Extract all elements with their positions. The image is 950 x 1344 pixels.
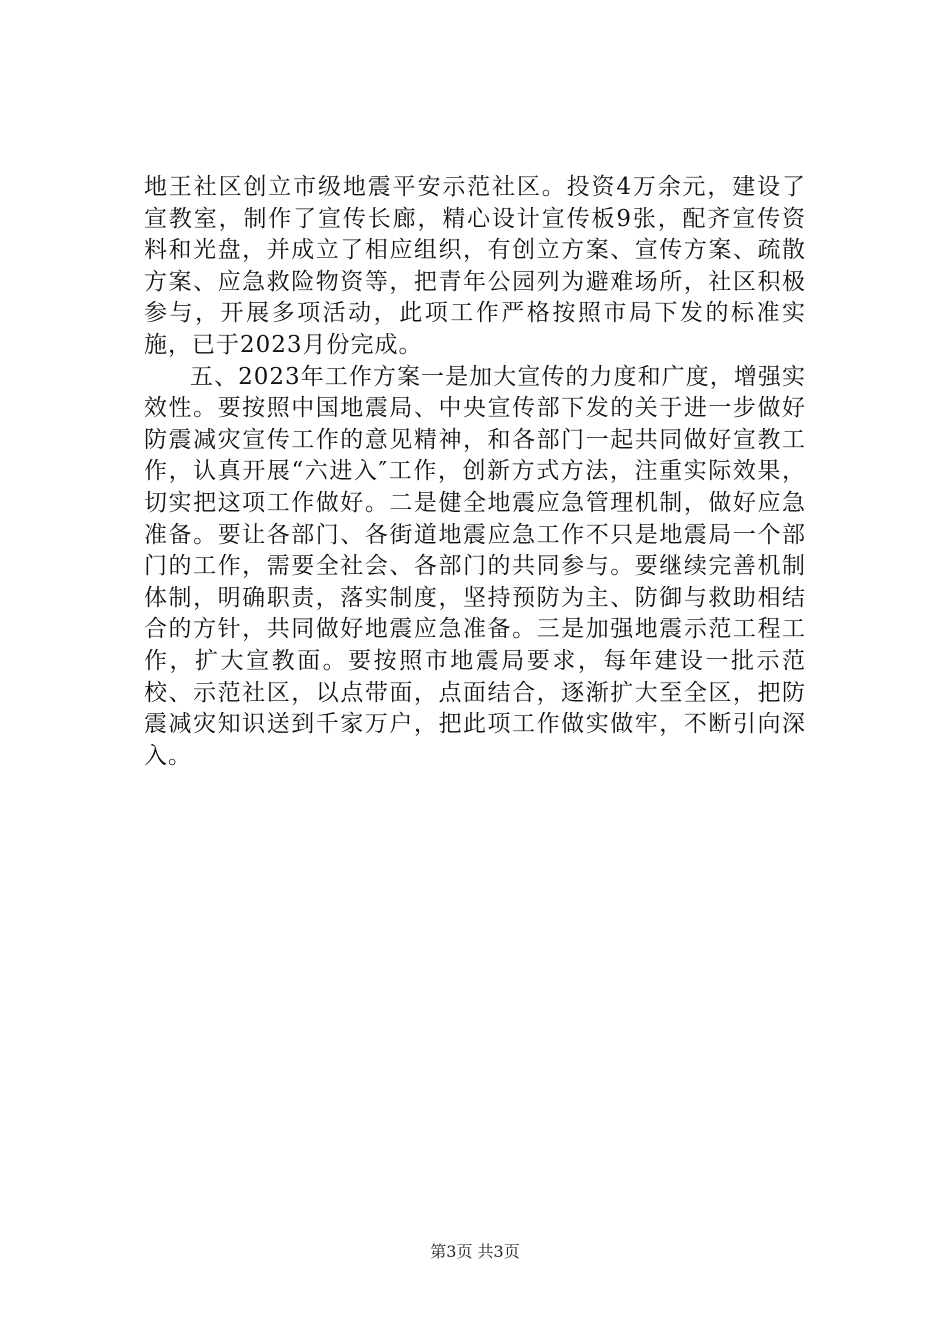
paragraph-community-demo: 地王社区创立市级地震平安示范社区。投资4万余元，建设了宣教室，制作了宣传长廊，精心设计宣传板9张，配齐宣传资料和光盘，并成立了相应组织，有创立方案、宣传方案、疏散方案、应急救险物资等，把青年公园列为避难场所，社区积极参与，开展多项活动，此项工作严格按照市局下发的标准实施，已于2023月份完成。 (144, 174, 806, 358)
paragraph-work-plan: 五、2023年工作方案一是加大宣传的力度和广度，增强实效性。要按照中国地震局、中央宣传部下发的关于进一步做好防震减灾宣传工作的意见精神，和各部门一起共同做好宣教工作，认真开展“六进入″工作，创新方式方法，注重实际效果，切实把这项工作做好。二是健全地震应急管理机制，做好应急准备。要让各部门、各街道地震应急工作不只是地震局一个部门的工作，需要全社会、各部门的共同参与。要继续完善机制体制，明确职责，落实制度，坚持预防为主、防御与救助相结合的方针，共同做好地震应急准备。三是加强地震示范工程工作，扩大宣教面。要按照市地震局要求，每年建设一批示范校、示范社区，以点带面，点面结合，逐渐扩大至全区，把防震减灾知识送到千家万户，把此项工作做实做牢，不断引向深入。 (144, 363, 806, 769)
document-body (144, 172, 806, 772)
page-footer-page-number: 第3页 共3页 (430, 1242, 520, 1261)
